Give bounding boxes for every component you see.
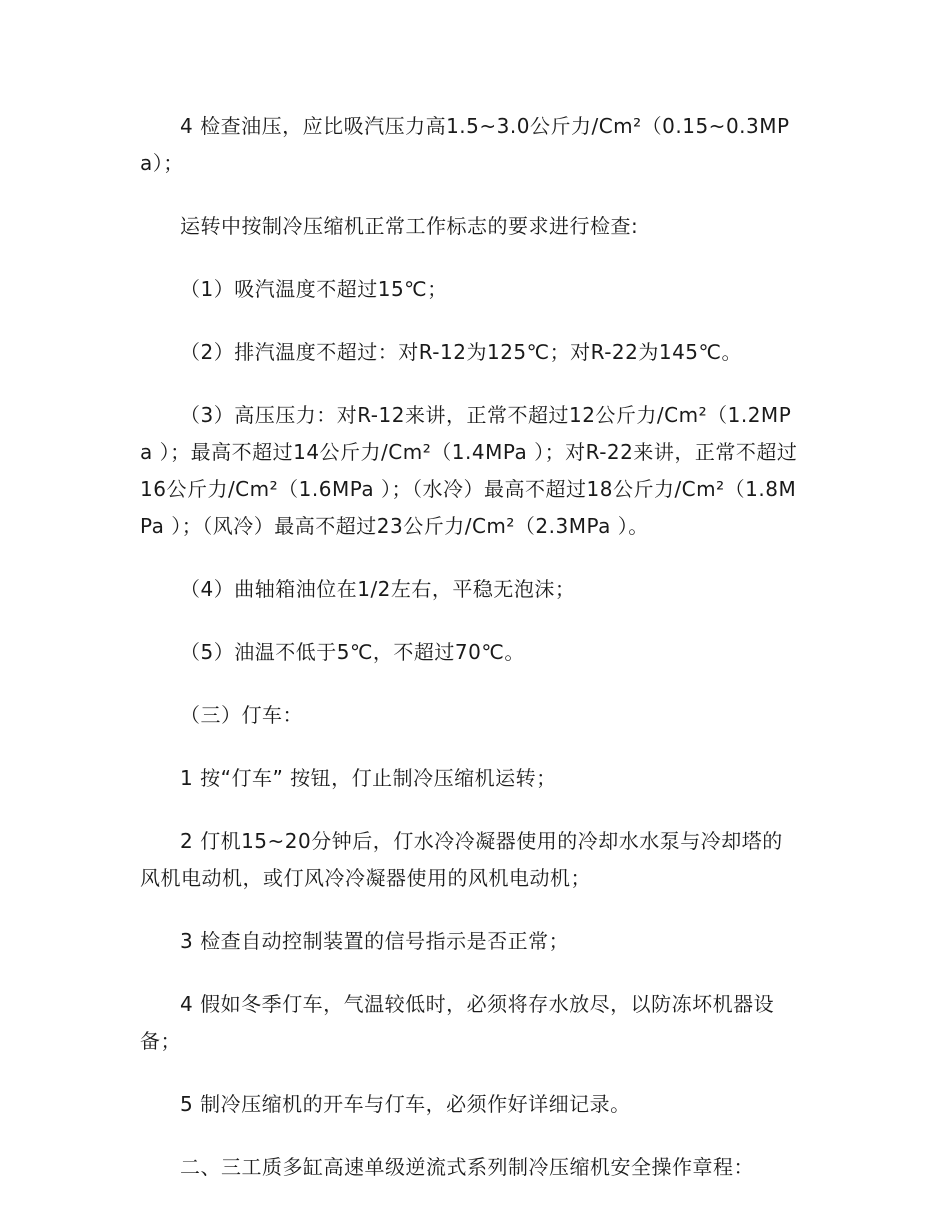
paragraph-running-check-intro: 运转中按制冷压缩机正常工作标志的要求进行检查:	[180, 214, 639, 238]
paragraph-oil-pressure-check: 4 检查油压，应比吸汽压力高1.5~3.0公斤力/Cm²（0.15~0.3MPa）；	[140, 114, 790, 175]
paragraph-oil-temperature: （5）油温不低于5℃，不超过70℃。	[180, 640, 525, 664]
section-heading-stop: （三）仃车：	[180, 703, 303, 727]
paragraph-check-controls: 3 检查自动控制装置的信号指示是否正常；	[180, 929, 570, 953]
paragraph-high-pressure: （3）高压压力：对R-12来讲，正常不超过12公斤力/Cm²（1.2MPa ）；最高不超过14公斤力/Cm²（1.4MPa ）；对R-22来讲，正常不超过16公斤力/Cm²（1.6MPa ）；（水冷）最高不超过18公斤力/Cm²（1.8MPa ）；（风冷）最高不超过23公斤力/Cm²（2.3MPa ）。	[140, 403, 798, 538]
paragraph-stop-button: 1 按“仃车” 按钮，仃止制冷压缩机运转；	[180, 766, 557, 790]
paragraph-suction-temperature: （1）吸汽温度不超过15℃；	[180, 277, 448, 301]
paragraph-stop-pumps: 2 仃机15~20分钟后，仃水冷冷凝器使用的冷却水水泵与冷却塔的风机电动机，或仃风冷冷凝器使用的风机电动机；	[140, 829, 783, 890]
paragraph-crankcase-oil-level: （4）曲轴箱油位在1/2左右，平稳无泡沫；	[180, 577, 576, 601]
paragraph-records: 5 制冷压缩机的开车与仃车，必须作好详细记录。	[180, 1092, 631, 1116]
paragraph-discharge-temperature: （2）排汽温度不超过：对R-12为125℃；对R-22为145℃。	[180, 340, 742, 364]
section-heading-safety-rules: 二、三工质多缸高速单级逆流式系列制冷压缩机安全操作章程：	[180, 1155, 754, 1179]
paragraph-winter-drain: 4 假如冬季仃车，气温较低时，必须将存水放尽，以防冻坏机器设备；	[140, 992, 775, 1053]
